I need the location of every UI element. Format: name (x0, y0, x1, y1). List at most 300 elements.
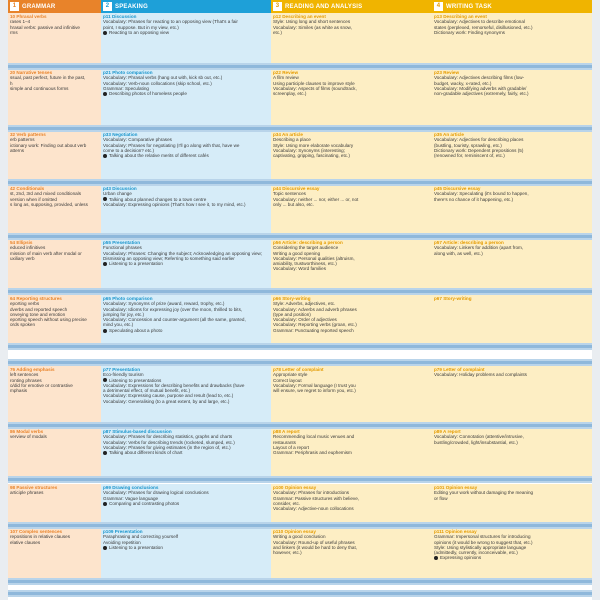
row-divider-band (8, 179, 592, 186)
speaking-topic-text: Speculating about a photo (109, 327, 163, 333)
grammar-lesson-title[interactable]: 98 Passive structures (10, 485, 58, 490)
writing-topic-text: Vocabulary: Adjectives to describe emotional (434, 19, 525, 25)
reading-lesson-title[interactable]: p100 Opinion essay (273, 485, 317, 490)
reading-topic-text: screenplay, etc.) (273, 91, 307, 97)
speaking-topic-line (103, 261, 269, 266)
speaking-topic-line (103, 30, 269, 35)
reading-topic-line (273, 388, 430, 393)
row-divider-stripe (8, 592, 592, 595)
reading-topic-text: Vocabulary: Adverbs and adverb phrases (273, 306, 357, 312)
writing-cell (432, 295, 592, 343)
reading-topic-text: Style: Using long and short sentences (273, 19, 351, 25)
reading-topic-text: Vocabulary: Phrases for introductions (273, 490, 350, 496)
reading-cell (271, 185, 432, 233)
row-divider-band (8, 422, 592, 429)
speaking-topic-text: Vocabulary: Verb-noun collocations (skip school, etc.) (103, 80, 212, 86)
reading-topic-text: Vocabulary: Formal language (I trust you (273, 382, 356, 388)
writing-lesson-title[interactable]: p101 Opinion essay (434, 485, 478, 490)
speaking-topic-text: Vocabulary: Verbs for describing trends (rocketed, slumped, etc.) (103, 439, 235, 445)
writing-topic-text: Vocabulary: Modifying adverbs with gradable/ (434, 85, 527, 91)
grammar-topic-line (10, 490, 99, 495)
speaking-topic-line (103, 328, 269, 333)
reading-cell (271, 366, 432, 422)
grammar-topic-text: articiple phrases (10, 490, 44, 496)
reading-cell (271, 13, 432, 63)
writing-cell (432, 428, 592, 476)
reading-topic-line (273, 550, 430, 555)
reading-topic-text: Layout of a report (273, 444, 310, 450)
writing-topic-text: Grammar: Impersonal structures for introducing (434, 534, 531, 540)
speaking-topic-text: Vocabulary: Generalising (to a great extent, by and large, etc.) (103, 398, 230, 404)
writing-lesson-title[interactable]: p67 Story-writing (434, 296, 472, 301)
speaking-topic-text: Vocabulary: Phrases for drawing logical conclusions (103, 490, 209, 496)
speaker-icon (103, 197, 107, 201)
speaking-topic-text: Grammar: Vague language (103, 495, 159, 501)
reading-cell (271, 69, 432, 125)
reading-number-icon: 3 (273, 2, 282, 11)
speaker-icon (103, 329, 107, 333)
speaking-cell (101, 13, 271, 63)
reading-topic-line (273, 450, 430, 455)
reading-topic-line (273, 91, 430, 96)
speaking-topic-text: point, I suppose. But in my view, etc.) (103, 24, 179, 30)
speaking-cell (101, 131, 271, 179)
reading-topic-text: Vocabulary: neither ... nor, either ... or, not (273, 196, 359, 202)
speaking-cell (101, 185, 271, 233)
reading-topic-text: Vocabulary: Similes (as white as snow, (273, 24, 352, 30)
writing-topic-text: (renowned for, reminiscent of, etc.) (434, 153, 505, 159)
grammar-lesson-title[interactable]: 42 Conditionals (10, 186, 45, 191)
writing-topic-line (434, 440, 590, 445)
reading-topic-text: Vocabulary: Personal qualities (altruism, (273, 255, 355, 261)
speaker-icon (103, 378, 107, 382)
speaker-icon (103, 92, 107, 96)
reading-topic-text: Correct layout (273, 377, 302, 383)
reading-lesson-title[interactable]: p56 Article: describing a person (273, 240, 343, 245)
reading-lesson-title[interactable]: p12 Describing an event (273, 14, 326, 19)
speaker-icon (103, 451, 107, 455)
speaking-lesson-title[interactable]: p87 Stimulus-based discussion (103, 429, 172, 434)
grammar-topic-text: erb patterns (10, 137, 35, 143)
writing-lesson-title[interactable]: p89 A report (434, 429, 461, 434)
reading-topic-line (273, 202, 430, 207)
grammar-topic-text: st, 2nd, 3rd and mixed conditionals (10, 191, 81, 197)
grammar-topic-line (10, 256, 99, 261)
speaking-topic-text: Avoiding repetition (103, 539, 141, 545)
row-divider-stripe (8, 181, 592, 184)
reading-lesson-title[interactable]: p22 Review (273, 70, 299, 75)
reading-topic-text: Recommending local music venues and (273, 434, 355, 440)
grammar-topic-line (10, 202, 99, 207)
writing-topic-line (434, 153, 590, 158)
grammar-cell (8, 528, 101, 578)
grammar-cell (8, 239, 101, 294)
speaking-topic-text: Eco-friendly tourism (103, 372, 144, 378)
writing-topic-line (434, 91, 590, 96)
writing-topic-text: Expressing opinions (440, 555, 482, 561)
grammar-topic-text: rms (10, 29, 18, 35)
reading-lesson-title[interactable]: p88 A report (273, 429, 300, 434)
reading-cell (271, 528, 432, 578)
speaking-topic-text: Vocabulary: Expressing opinions (That's how I see it, to my mind, etc.) (103, 201, 246, 207)
writing-topic-text: Vocabulary: Linkers for addition (apart from, (434, 245, 524, 251)
writing-topic-text: non-gradable adjectives (extremely, fairly, etc.) (434, 91, 529, 97)
contents-page (8, 0, 592, 600)
row-divider-stripe (8, 524, 592, 527)
reading-topic-line (273, 328, 430, 333)
speaking-column-header (101, 0, 271, 13)
writing-topic-line (434, 555, 590, 560)
speaking-topic-line (103, 399, 269, 404)
writing-lesson-title[interactable]: p57 Article: describing a person (434, 240, 504, 245)
reading-topic-text: however, etc.) (273, 550, 302, 556)
speaking-lesson-title[interactable]: p109 Presentation (103, 529, 143, 534)
writing-cell (432, 528, 592, 578)
grammar-topic-text: left sentences (10, 372, 39, 378)
writing-topic-text: there's no chance of it happening, etc.) (434, 196, 514, 202)
speaking-topic-line (103, 202, 269, 207)
speaking-lesson-title[interactable]: p65 Photo comparison (103, 296, 153, 301)
grammar-topic-text: ords spoken (10, 322, 36, 328)
speaking-topic-text: Vocabulary: Phrases for negotiating (I'll go along with that, have we (103, 142, 240, 148)
grammar-topic-line (10, 540, 99, 545)
grammar-topic-text: atterns (10, 147, 25, 153)
grammar-topic-text: mphasis (10, 388, 28, 394)
writing-cell (432, 366, 592, 422)
grammar-lesson-title[interactable]: 10 Phrasal verbs (10, 14, 47, 19)
speaking-topic-text: Vocabulary: Concession and counter-argument (all the same, granted, (103, 317, 246, 323)
grammar-topic-text: eporting speech without using precise (10, 317, 87, 323)
grammar-column-header (8, 0, 101, 13)
reading-lesson-title[interactable]: p66 Story-writing (273, 296, 311, 301)
writing-topic-text: Vocabulary: Speculating (it's bound to happen, (434, 191, 529, 197)
speaking-topic-text: Vocabulary: Comparative phrases (103, 137, 172, 143)
grammar-cell (8, 13, 101, 63)
grammar-topic-text: h (10, 80, 13, 86)
row-divider-band (8, 359, 592, 366)
row-divider-band (8, 522, 592, 529)
speaking-topic-text: Vocabulary: Expressions for describing benefits and drawbacks (have (103, 382, 245, 388)
writing-header-label: WRITING TASK (446, 3, 492, 10)
speaking-cell (101, 428, 271, 476)
reading-lesson-title[interactable]: p110 Opinion essay (273, 529, 316, 534)
reading-topic-text: Grammar: Periphrasis and euphemism (273, 450, 352, 456)
speaking-topic-text: Grammar: Speculating (103, 85, 149, 91)
reading-topic-text: Using participle clauses to improve style (273, 80, 355, 86)
reading-topic-text: only ... but also, etc. (273, 201, 314, 207)
row-divider-band (8, 590, 592, 597)
writing-topic-text: Vocabulary: Adjectives describing films (low- (434, 75, 525, 81)
speaking-topic-text: Paraphrasing and correcting yourself (103, 534, 179, 540)
grammar-topic-text: mission of main verb after modal or (10, 250, 82, 256)
writing-topic-text: Editing your work without damaging the meaning (434, 490, 534, 496)
speaking-topic-text: Vocabulary: Phrases: Changing the subject; Acknowledging an opposing view; (103, 250, 263, 256)
speaking-topic-text: Vocabulary: Expressing cause, purpose and result (lead to, etc.) (103, 393, 234, 399)
writing-topic-text: budget, wacky, x-rated, etc.) (434, 80, 492, 86)
reading-topic-text: Grammar: Passive structures with believe, (273, 495, 360, 501)
grammar-cell (8, 69, 101, 125)
writing-lesson-title[interactable]: p35 An article (434, 132, 464, 137)
reading-topic-text: Vocabulary: Word families (273, 266, 327, 272)
speaking-cell (101, 484, 271, 522)
grammar-topic-text: repositions in relative clauses (10, 534, 71, 540)
reading-topic-text: etc.) (273, 29, 282, 35)
reading-topic-text: will ensure, we regret to inform you, etc.) (273, 388, 356, 394)
grammar-topic-line (10, 86, 99, 91)
reading-topic-text: Style: Adverbs, adjectives, etc. (273, 301, 336, 307)
speaking-topic-text: Vocabulary: Phrases for reacting to an opposing view (That's a fair (103, 19, 238, 25)
grammar-topic-text: ictionary work: Finding out about verb (10, 142, 87, 148)
grammar-lesson-title[interactable]: 64 Reporting structures (10, 296, 62, 301)
writing-topic-text: (admittedly, currently, inconceivable, etc.) (434, 550, 518, 556)
writing-column-header (432, 0, 592, 13)
speaker-icon (434, 556, 438, 560)
reading-cell (271, 295, 432, 343)
speaking-topic-text: Vocabulary: Phrases for giving estimates (in the region of, etc.) (103, 444, 231, 450)
reading-topic-text: Writing a good conclusion (273, 534, 326, 540)
speaking-topic-line (103, 501, 269, 506)
speaking-topic-text: Listening to a presentation (109, 261, 163, 267)
speaking-topic-line (103, 450, 269, 455)
grammar-topic-text: educed infinitives (10, 245, 46, 251)
speaking-topic-line (103, 91, 269, 96)
grammar-header-label: GRAMMAR (22, 3, 56, 10)
grammar-cell (8, 484, 101, 522)
speaking-topic-text: mind you, etc.) (103, 322, 134, 328)
reading-topic-line (273, 30, 430, 35)
speaking-topic-text: Listening to a presentation (109, 544, 163, 550)
row-divider-band (8, 476, 592, 483)
row-divider-band (8, 288, 592, 295)
reading-topic-text: (type and position) (273, 311, 311, 317)
reading-topic-text: Vocabulary: Order of adjectives (273, 317, 337, 323)
writing-cell (432, 69, 592, 125)
row-divider-band (8, 125, 592, 132)
row-divider-stripe (8, 235, 592, 238)
reading-cell (271, 428, 432, 476)
row-divider-stripe (8, 345, 592, 348)
grammar-topic-text: ssual, past perfect, future in the past, (10, 75, 86, 81)
grammar-topic-line (10, 30, 99, 35)
speaking-lesson-title[interactable]: p11 Discussion (103, 14, 137, 19)
speaking-cell (101, 366, 271, 422)
grammar-topic-line (10, 322, 99, 327)
grammar-topic-text: hrasal verbs: passive and infinitive (10, 24, 80, 30)
row-divider-stripe (8, 65, 592, 68)
writing-lesson-title[interactable]: p111 Opinion essay (434, 529, 477, 534)
speaker-icon (103, 546, 107, 550)
speaking-cell (101, 239, 271, 294)
speaking-number-icon: 2 (103, 2, 112, 11)
speaker-icon (103, 262, 107, 266)
reading-topic-text: Vocabulary: Adjective-noun collocations (273, 506, 354, 512)
reading-lesson-title[interactable]: p34 An article (273, 132, 303, 137)
reading-topic-text: Considering the target audience (273, 245, 339, 251)
reading-topic-text: amiability, trustworthiness, etc.) (273, 261, 337, 267)
reading-topic-text: captivating, gripping, fascinating, etc.) (273, 153, 350, 159)
grammar-topic-text: s long as, supposing, provided, unless (10, 201, 88, 207)
writing-lesson-title[interactable]: p13 Describing an event (434, 14, 487, 19)
speaking-topic-text: Talking about different kinds of chart (109, 450, 183, 456)
grammar-topic-line (10, 148, 99, 153)
grammar-lesson-title[interactable]: 76 Adding emphasis (10, 367, 55, 372)
writing-topic-text: Vocabulary: Holiday problems and complaints (434, 372, 527, 378)
speaking-topic-line (103, 153, 269, 158)
speaking-topic-text: Functional phrases (103, 245, 142, 251)
row-divider-band (8, 578, 592, 585)
speaking-topic-text: come to a decision? etc.) (103, 147, 155, 153)
writing-lesson-title[interactable]: p45 Discursive essay (434, 186, 481, 191)
speaking-lesson-title[interactable]: p55 Presentation (103, 240, 141, 245)
reading-column-header (271, 0, 432, 13)
reading-cell (271, 239, 432, 294)
writing-topic-line (434, 372, 590, 377)
reading-topic-text: consider, etc. (273, 500, 301, 506)
grammar-lesson-title[interactable]: 86 Modal verbs (10, 429, 44, 434)
speaking-topic-text: Listening to presentations (109, 377, 162, 383)
reading-topic-text: Vocabulary: Round-up of useful phrases (273, 539, 355, 545)
speaking-topic-text: Vocabulary: Synonyms of prize (award, reward, trophy, etc.) (103, 301, 225, 307)
grammar-cell (8, 185, 101, 233)
writing-topic-text: or flow (434, 495, 448, 501)
speaking-header-label: SPEAKING (115, 3, 148, 10)
writing-lesson-title[interactable]: p23 Review (434, 70, 460, 75)
grammar-cell (8, 131, 101, 179)
grammar-lesson-title[interactable]: 32 Verb patterns (10, 132, 46, 137)
writing-cell (432, 13, 592, 63)
writing-topic-text: opinions (it would be wrong to suggest that, etc.) (434, 539, 533, 545)
speaking-topic-text: a detrimental effect, of mutual benefit, etc.) (103, 388, 190, 394)
speaking-topic-text: Vocabulary: Idioms for expressing joy (over the moon, thrilled to bits, (103, 306, 243, 312)
writing-topic-text: Vocabulary: Connotation (attentive/intrusive, (434, 434, 524, 440)
speaking-topic-text: Dismissing an opposing view; Referring to something said earlier (103, 255, 235, 261)
grammar-topic-text: elative clauses (10, 539, 41, 545)
reading-cell (271, 131, 432, 179)
speaking-topic-text: Vocabulary: Phrases for describing statistics, graphs and charts (103, 434, 233, 440)
writing-topic-line (434, 30, 590, 35)
grammar-cell (8, 295, 101, 343)
grammar-topic-text: ronting phrases (10, 377, 42, 383)
reading-topic-text: restaurants (273, 439, 296, 445)
writing-cell (432, 131, 592, 179)
grammar-lesson-title[interactable]: 20 Narrative tenses (10, 70, 53, 75)
row-divider-band (8, 343, 592, 350)
speaking-topic-text: Reacting to an opposing view (109, 29, 170, 35)
row-divider-stripe (8, 361, 592, 364)
reading-topic-text: Grammar: Punctuating reported speech (273, 327, 354, 333)
reading-topic-text: Style: Using more elaborate vocabulary (273, 142, 354, 148)
grammar-topic-text: eporting verbs (10, 301, 40, 307)
row-divider-band (8, 233, 592, 240)
reading-topic-text: Vocabulary: Synonyms (interesting; (273, 147, 346, 153)
row-divider-stripe (8, 127, 592, 130)
grammar-topic-text: o/did for emotive or contrastive (10, 382, 73, 388)
speaking-cell (101, 528, 271, 578)
writing-topic-line (434, 251, 590, 256)
grammar-topic-text: uxiliary verb (10, 255, 35, 261)
speaker-icon (103, 31, 107, 35)
writing-topic-text: (bustling, touristy, sprawling, etc.) (434, 142, 502, 148)
reading-lesson-title[interactable]: p44 Discursive essay (273, 186, 320, 191)
writing-number-icon: 4 (434, 2, 443, 11)
reading-topic-text: Vocabulary: Aspects of films (soundtrack, (273, 85, 357, 91)
reading-topic-text: and linkers (it would be hard to deny that, (273, 544, 358, 550)
grammar-number-icon: 1 (10, 2, 19, 11)
reading-topic-line (273, 266, 430, 271)
speaking-topic-text: Vocabulary: Phrasal verbs (hang out with, kick sb out, etc.) (103, 75, 223, 81)
writing-topic-text: along with, as well, etc.) (434, 250, 483, 256)
writing-topic-text: Dictionary work: Dependent prepositions (5) (434, 147, 524, 153)
reading-lesson-title[interactable]: p78 Letter of complaint (273, 367, 324, 372)
speaking-topic-text: Urban change (103, 191, 132, 197)
writing-topic-text: states (perplexed, remorseful, disillusioned, etc.) (434, 24, 533, 30)
reading-cell (271, 484, 432, 522)
row-divider-stripe (8, 478, 592, 481)
writing-topic-text: Dictionary work: Finding synonyms (434, 29, 505, 35)
grammar-topic-line (10, 434, 99, 439)
reading-topic-line (273, 153, 430, 158)
speaking-topic-text: jumping for joy, etc.) (103, 311, 145, 317)
reading-topic-text: A film review (273, 75, 299, 81)
writing-cell (432, 185, 592, 233)
reading-topic-text: Describing a place (273, 137, 311, 143)
speaking-lesson-title[interactable]: p33 Negotiation (103, 132, 138, 137)
speaking-topic-text: Talking about planned changes to a town centre (109, 196, 207, 202)
speaking-topic-text: Describing photos of homeless people (109, 91, 187, 97)
writing-topic-text: Style: Using stylistically appropriate language (434, 544, 527, 550)
writing-topic-line (434, 496, 590, 501)
writing-cell (432, 484, 592, 522)
writing-topic-text: bustling/crowded, light/insubstantial, etc.) (434, 439, 518, 445)
reading-header-label: READING AND ANALYSIS (285, 3, 363, 10)
speaking-topic-text: Comparing and contrasting photos (109, 500, 180, 506)
row-divider-stripe (8, 290, 592, 293)
grammar-topic-text: verview of modals (10, 434, 47, 440)
row-divider-stripe (8, 424, 592, 427)
grammar-topic-text: dverbs and reported speech (10, 306, 68, 312)
reading-topic-text: Appropriate style (273, 372, 308, 378)
speaking-cell (101, 69, 271, 125)
grammar-cell (8, 366, 101, 422)
grammar-cell (8, 428, 101, 476)
grammar-lesson-title[interactable]: 54 Ellipsis (10, 240, 33, 245)
row-divider-stripe (8, 580, 592, 583)
reading-topic-line (273, 506, 430, 511)
speaking-cell (101, 295, 271, 343)
reading-topic-text: Writing a good opening (273, 250, 321, 256)
writing-lesson-title[interactable]: p79 Letter of complaint (434, 367, 485, 372)
speaking-lesson-title[interactable]: p21 Photo comparison (103, 70, 153, 75)
speaking-topic-line (103, 545, 269, 550)
speaking-lesson-title[interactable]: p77 Presentation (103, 367, 141, 372)
writing-topic-text: Vocabulary: Adjectives for describing places (434, 137, 524, 143)
writing-cell (432, 239, 592, 294)
writing-topic-line (434, 197, 590, 202)
speaker-icon (103, 502, 107, 506)
speaking-lesson-title[interactable]: p43 Discussion (103, 186, 137, 191)
reading-topic-text: Vocabulary: Reporting verbs (groan, etc.) (273, 322, 357, 328)
speaking-topic-text: Talking about the relative merits of different cafés (109, 153, 209, 159)
grammar-lesson-title[interactable]: 107 Complex sentences (10, 529, 63, 534)
reading-topic-text: Topic sentences (273, 191, 306, 197)
speaker-icon (103, 154, 107, 158)
grammar-topic-text: onveying tone and emotion (10, 311, 66, 317)
grammar-topic-text: rases 1–4 (10, 19, 31, 25)
grammar-topic-text: version when if omitted (10, 196, 57, 202)
row-divider-band (8, 63, 592, 70)
grammar-topic-text: simple and continuous forms (10, 85, 69, 91)
speaking-lesson-title[interactable]: p99 Drawing conclusions (103, 485, 159, 490)
